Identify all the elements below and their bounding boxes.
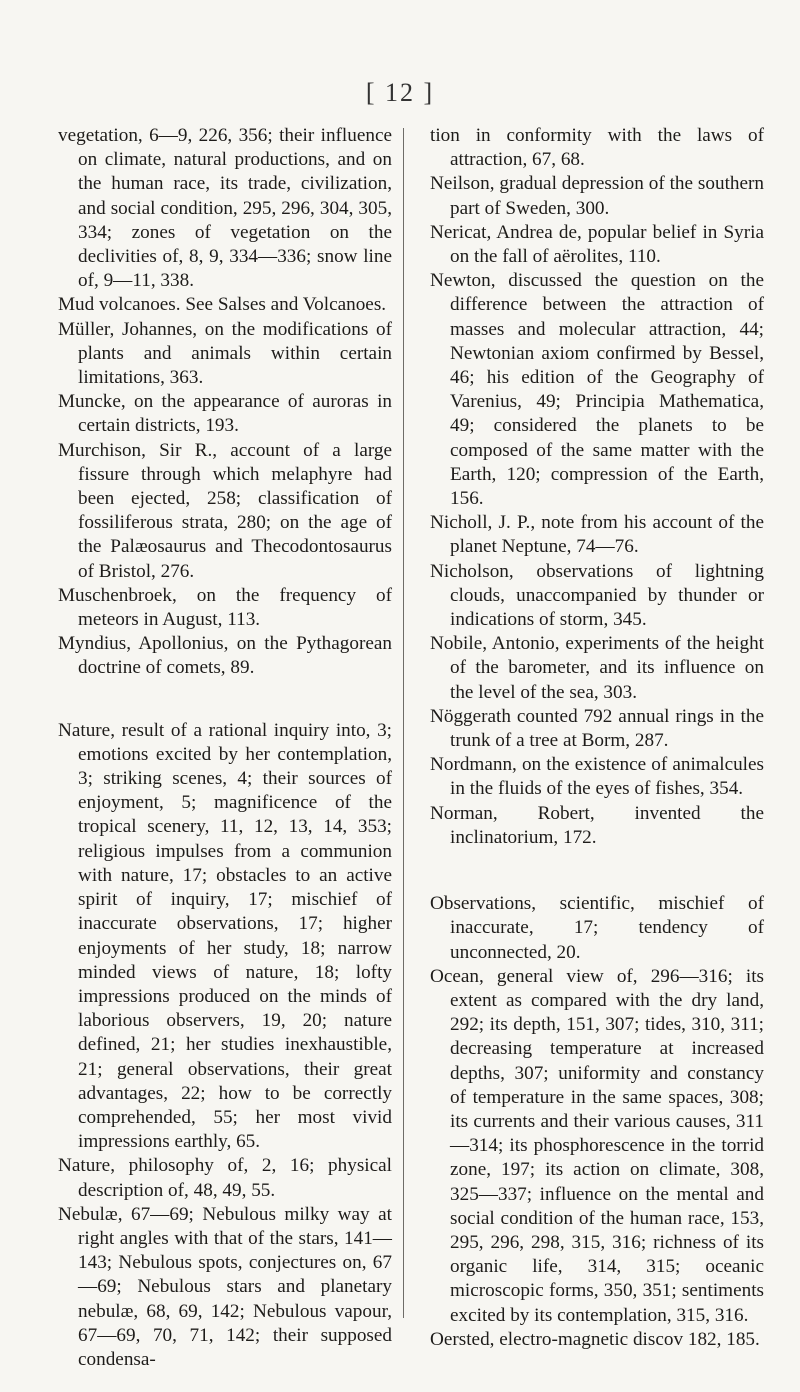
index-entry: Neilson, gradual depression of the southern part of Sweden, 300. — [430, 173, 764, 219]
index-entry: Norman, Robert, invented the inclinatorium, 172. — [430, 802, 764, 848]
index-entry: Nebulæ, 67—69; Nebulous milky way at right angles with that of the stars, 141—143; Nebulous spots, conjectures on, 67—69; Nebulous stars and planetary nebulæ, 68, 69, 142; Nebulous vapour, 67—69, 70, 71, 142; their supposed condensa- — [58, 1203, 392, 1370]
page-number: [ 12 ] — [365, 78, 435, 107]
index-entry: Nature, philosophy of, 2, 16; physical description of, 48, 49, 55. — [58, 1155, 392, 1201]
right-column — [430, 124, 764, 1352]
index-entry: Nature, result of a rational inquiry into, 3; emotions excited by her contemplation, 3; striking scenes, 4; their sources of enjoyment, 5; magnificence of the tropical scenery, 11, 12, 13, 14, 353; religious impulses from a communion with nature, 17; obstacles to an active spirit of inquiry, 17; mischief of inaccurate observations, 17; higher enjoyments of her study, 18; narrow minded views of nature, 18; lofty impressions produced on the minds of laborious observers, 19, 20; nature defined, 21; her studies inexhaustible, 21; general observations, their great advantages, 22; how to be correctly comprehended, 55; her most vivid impressions earthly, 65. — [58, 719, 392, 1153]
index-entry: Muschenbroek, on the frequency of meteors in August, 113. — [58, 584, 392, 631]
left-column — [58, 124, 392, 1372]
index-entry: Muncke, on the appearance of auroras in certain districts, 193. — [58, 391, 392, 437]
index-entry: Müller, Johannes, on the modifications of plants and animals within certain limitations, 363. — [58, 318, 392, 389]
index-entry: Oersted, electro-magnetic discov 182, 185. — [430, 1328, 760, 1350]
index-entry: Murchison, Sir R., account of a large fissure through which melaphyre had been ejected, 258; classification of fossiliferous strata, 280; on the age of the Palæosaurus and Thecodontosaurus of Bristol, 276. — [58, 439, 392, 582]
index-entry: Nöggerath counted 792 annual rings in the trunk of a tree at Borm, 287. — [430, 705, 764, 752]
index-entry: Ocean, general view of, 296—316; its extent as compared with the dry land, 292; its depth, 151, 307; tides, 310, 311; decreasing temperature at increased depths, 307; uniformity and constancy of temperature in the same spaces, 308; its currents and their various causes, 311—314; its phosphorescence in the torrid zone, 197; its action on climate, 308, 325—337; influence on the mental and social condition of the human race, 153, 295, 296, 298, 315, 316; richness of its organic life, 314, 315; oceanic microscopic forms, 350, 351; sentiments excited by its contemplation, 315, 316. — [430, 965, 764, 1326]
index-entry: tion in conformity with the laws of attraction, 67, 68. — [430, 125, 764, 171]
section-gap — [58, 681, 392, 719]
index-entry: Observations, scientific, mischief of inaccurate, 17; tendency of unconnected, 20. — [430, 893, 764, 963]
index-entry: Myndius, Apollonius, on the Pythagorean doctrine of comets, 89. — [58, 633, 392, 679]
index-entry: Nicholl, J. P., note from his account of the planet Neptune, 74—76. — [430, 512, 764, 558]
index-entry: Mud volcanoes. See Salses and Volcanoes. — [58, 294, 387, 316]
section-gap — [430, 850, 764, 892]
index-entry: Nericat, Andrea de, popular belief in Syria on the fall of aërolites, 110. — [430, 221, 764, 268]
column-divider — [403, 128, 404, 1318]
index-entry: Nordmann, on the existence of animalcules in the fluids of the eyes of fishes, 354. — [430, 754, 764, 800]
index-entry: Newton, discussed the question on the difference between the attraction of masses and molecular attraction, 44; Newtonian axiom confirmed by Bessel, 46; his edition of the Geography of Varenius, 49; Principia Mathematica, 49; considered the planets to be composed of the same matter with the Earth, 120; compression of the Earth, 156. — [430, 270, 764, 510]
index-entry: vegetation, 6—9, 226, 356; their influence on climate, natural productions, and on the human race, its trade, civilization, and social condition, 295, 296, 304, 305, 334; zones of vegetation on the declivities of, 8, 9, 334—336; snow line of, 9—11, 338. — [58, 125, 392, 292]
index-entry: Nobile, Antonio, experiments of the height of the barometer, and its influence on the level of the sea, 303. — [430, 633, 764, 703]
index-entry: Nicholson, observations of lightning clouds, unaccompanied by thunder or indications of storm, 345. — [430, 560, 764, 631]
